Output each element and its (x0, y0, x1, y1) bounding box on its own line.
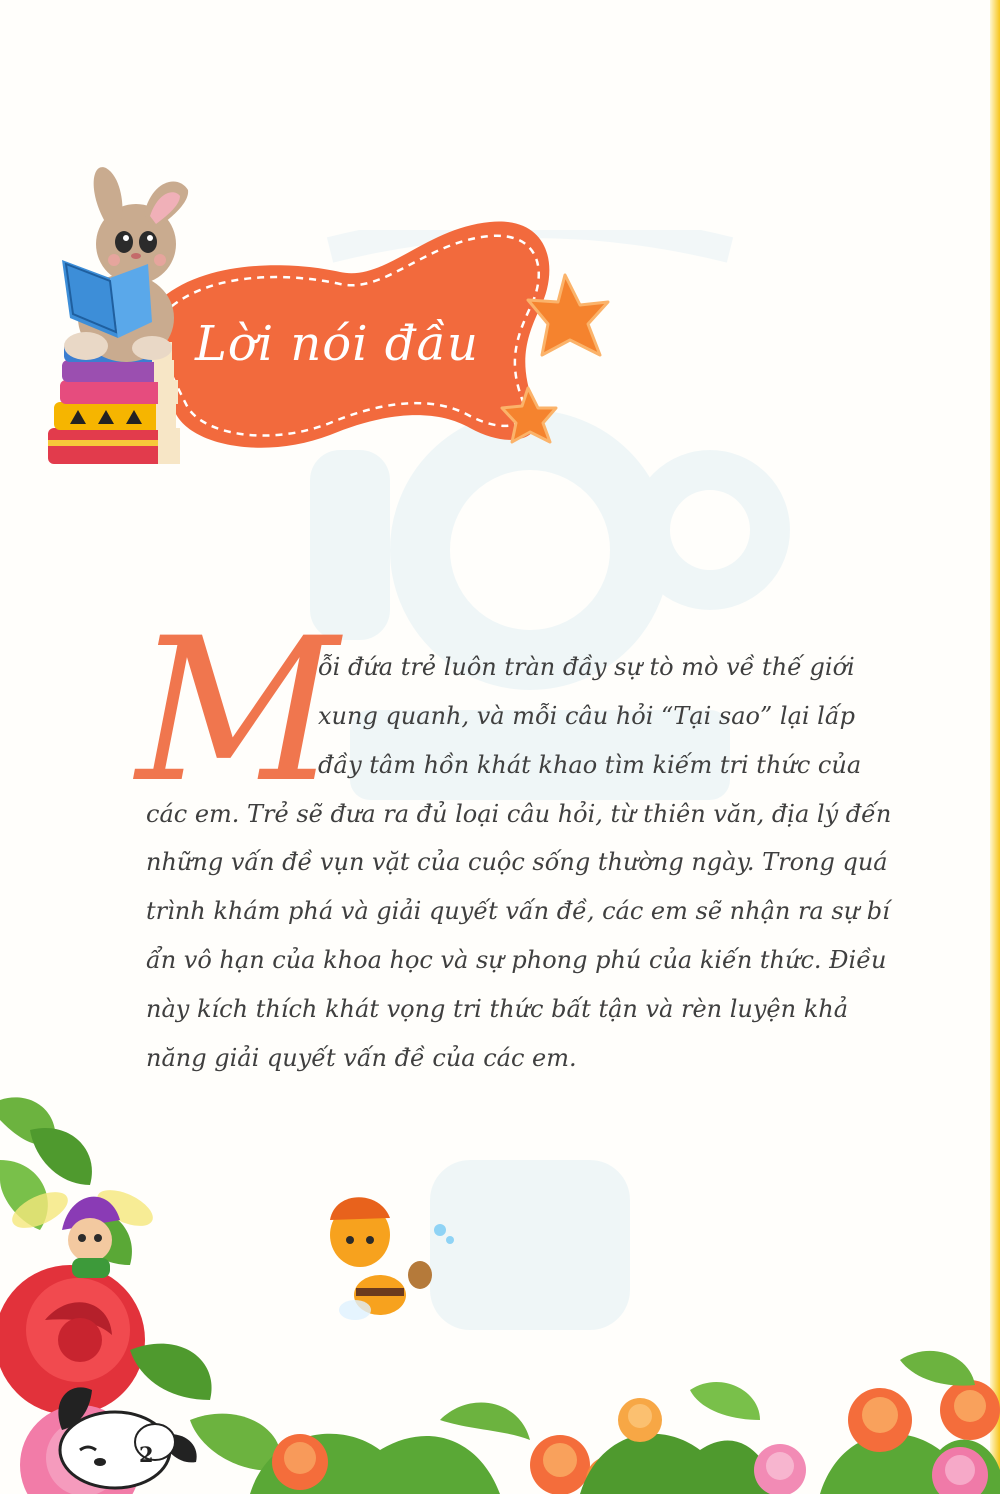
drop-cap: M (136, 595, 339, 826)
paragraph-line: ỗi đứa trẻ luôn tràn đầy sự tò mò về thế giới (318, 653, 855, 681)
paragraph-line: đầy tâm hồn khát khao tìm kiếm tri thức của (318, 751, 862, 779)
paragraph-line: năng giải quyết vấn đề của các em. (146, 1044, 577, 1072)
paragraph-line: ẩn vô hạn của khoa học và sự phong phú của kiến thức. Điều (146, 946, 887, 974)
flower-row (250, 1351, 1000, 1494)
bee-icon (330, 1197, 454, 1320)
page-number: 2 (139, 1442, 154, 1467)
paragraph-line: xung quanh, và mỗi câu hỏi “Tại sao” lại lấp (318, 702, 855, 730)
leaves-icon (0, 1097, 132, 1265)
sleeping-puppy-icon (58, 1387, 196, 1488)
header-illustration (40, 150, 620, 480)
rabbit-reading-icon (62, 167, 188, 362)
paragraph-line: trình khám phá và giải quyết vấn đề, các em sẽ nhận ra sự bí (146, 897, 890, 925)
page-title: Lời nói đầu (195, 316, 479, 372)
paragraph-line: những vấn đề vụn vặt của cuộc sống thường ngày. Trong quá (146, 848, 888, 876)
paragraph-line: này kích thích khát vọng tri thức bất tận và rèn luyện khả (146, 995, 849, 1023)
leaf-icon (130, 1344, 212, 1400)
paragraph-line: các em. Trẻ sẽ đưa ra đủ loại câu hỏi, từ thiên văn, địa lý đến (146, 800, 892, 828)
footer-garden-illustration (0, 1090, 1000, 1494)
